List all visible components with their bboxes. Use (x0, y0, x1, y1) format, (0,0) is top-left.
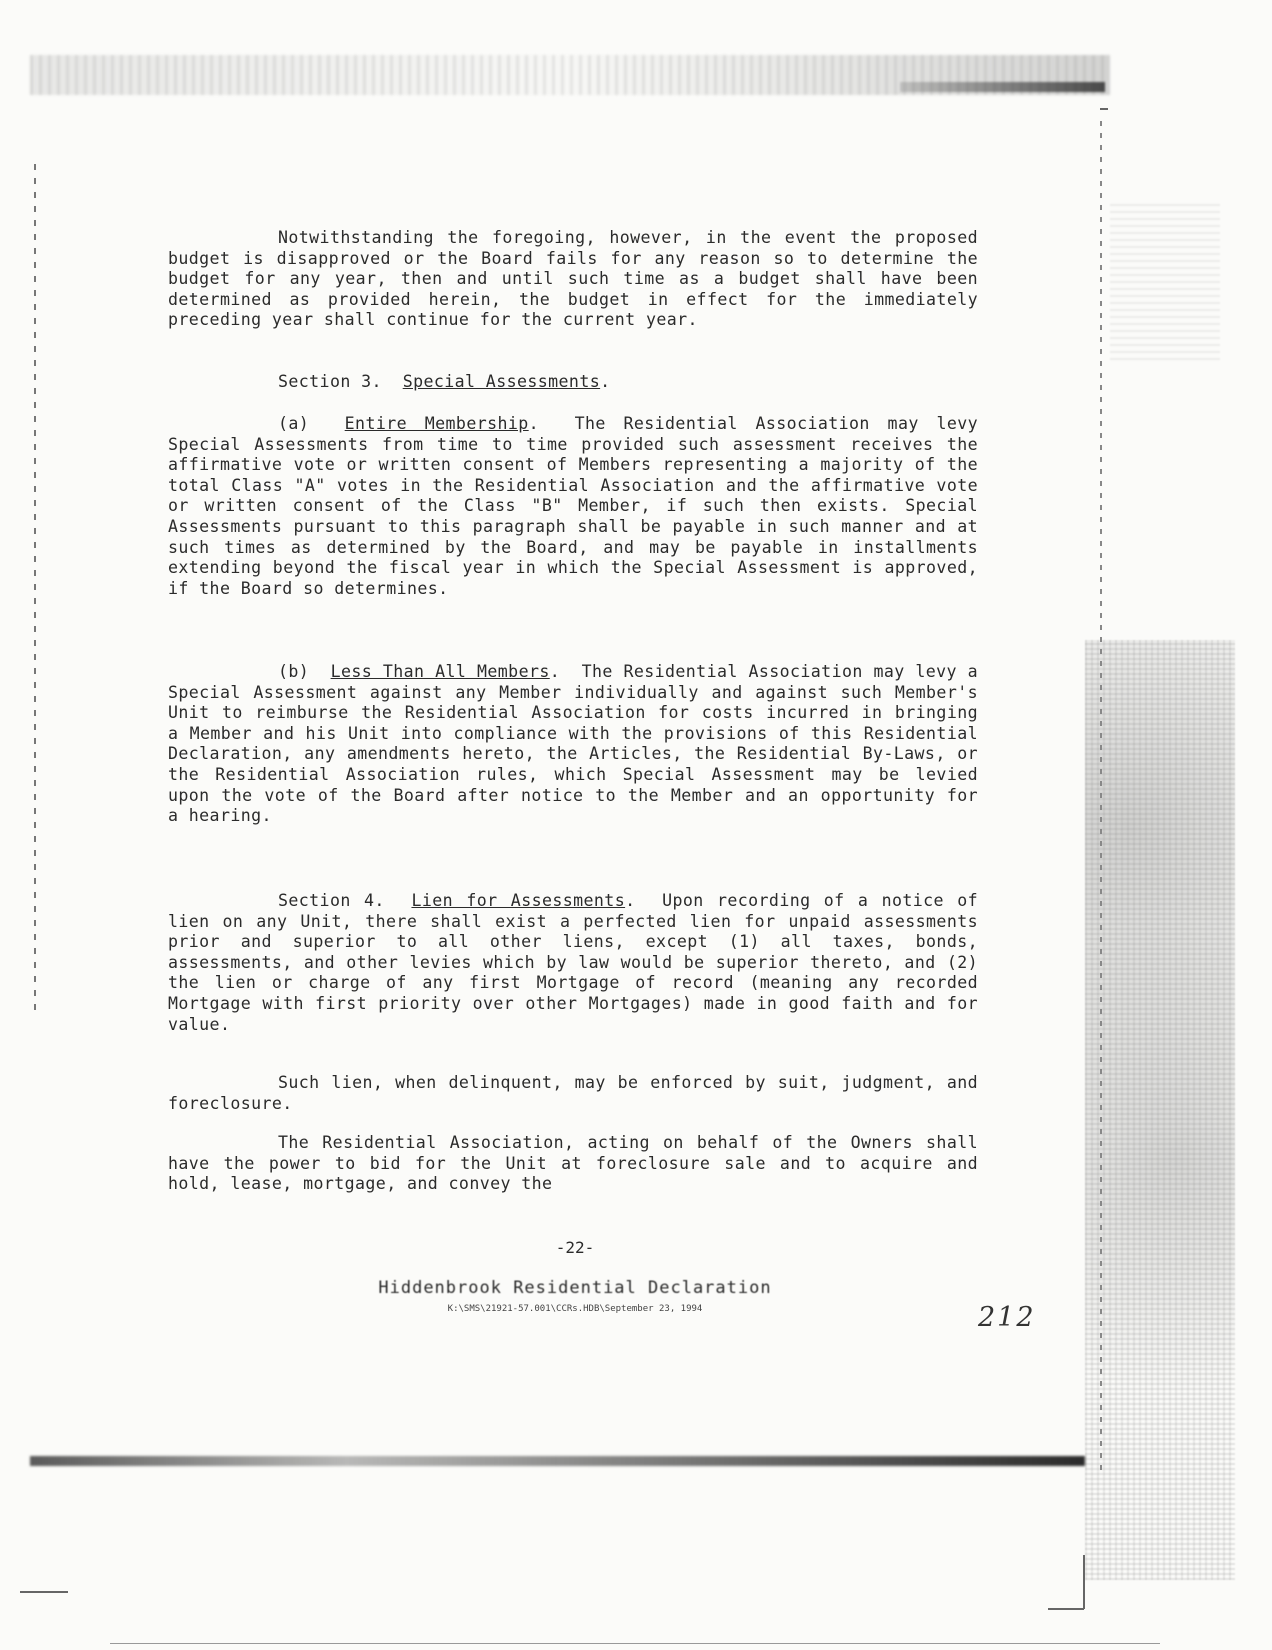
file-path: K:\SMS\21921-57.001\CCRs.HDB\September 23, 1994 (447, 1304, 703, 1314)
paragraph-budget-continuation: Notwithstanding the foregoing, however, in the event the proposed budget is disapproved or the Board fails for any reason so to determine the budget for any year, then and until such time as a budget shall have been determined as provided herein, the budget in effect for the immediately preceding year shall continue for the current year. (168, 228, 978, 330)
right-margin-line (1100, 120, 1102, 1470)
section-3b-paragraph: (b) Less Than All Members. The Residential Association may levy a Special Assessment against any Member individually and against such Member's Unit to reimburse the Residential Association for costs incurred in bringing a Member and his Unit into compliance with the provisions of this Residential Declaration, any amendments hereto, the Articles, the Residential By-Laws, or the Residential Association rules, which Special Assessment may be levied upon the vote of the Board after notice to the Member and an opportunity for a hearing. (168, 662, 978, 826)
margin-bracket-top (1100, 108, 1108, 110)
handwritten-page-stamp: 212 (978, 1302, 1036, 1333)
section-4-paragraph: Section 4. Lien for Assessments. Upon recording of a notice of lien on any Unit, there shall exist a perfected lien for unpaid assessments prior and superior to all other liens, except (1) all taxes, bonds, assessments, and other levies which by law would be superior thereto, and (2) the lien or charge of any first Mortgage of record (meaning any recorded Mortgage with first priority over other Mortgages) made in good faith and for value. (168, 891, 979, 1034)
bottom-left-mark (20, 1591, 68, 1593)
paragraph-lien-enforcement: Such lien, when delinquent, may be enforced by suit, judgment, and foreclosure. (168, 1073, 978, 1113)
document-title: Hiddenbrook Residential Declaration (378, 1278, 772, 1298)
margin-bracket-bottom-vertical (1083, 1555, 1085, 1609)
paragraph-foreclosure-power: The Residential Association, acting on behalf of the Owners shall have the power to bid for the Unit at foreclosure sale and to acquire and hold, lease, mortgage, and convey the (168, 1133, 978, 1194)
scan-noise-right-lower (1085, 640, 1235, 1580)
scan-noise-right-upper (1110, 200, 1220, 360)
margin-bracket-bottom (1048, 1608, 1084, 1610)
scan-artifact-top-right (900, 82, 1105, 92)
left-margin-line (34, 160, 36, 1010)
scan-artifact-bottom (30, 1456, 1085, 1466)
bottom-edge-line (110, 1643, 1160, 1644)
section-3-heading: Section 3. Special Assessments. (278, 372, 611, 391)
page-number: -22- (555, 1238, 595, 1257)
section-3a-paragraph: (a) Entire Membership. The Residential Association may levy Special Assessments from time to time provided such assessment receives the affirmative vote or written consent of Members representing a majority of the total Class "A" votes in the Residential Association and the affirmative vote or written consent of the Class "B" Member, if such then exists. Special Assessments pursuant to this paragraph shall be payable in such manner and at such times as determined by the Board, and may be payable in installments extending beyond the fiscal year in which the Special Assessment is approved, if the Board so determines. (168, 414, 979, 598)
